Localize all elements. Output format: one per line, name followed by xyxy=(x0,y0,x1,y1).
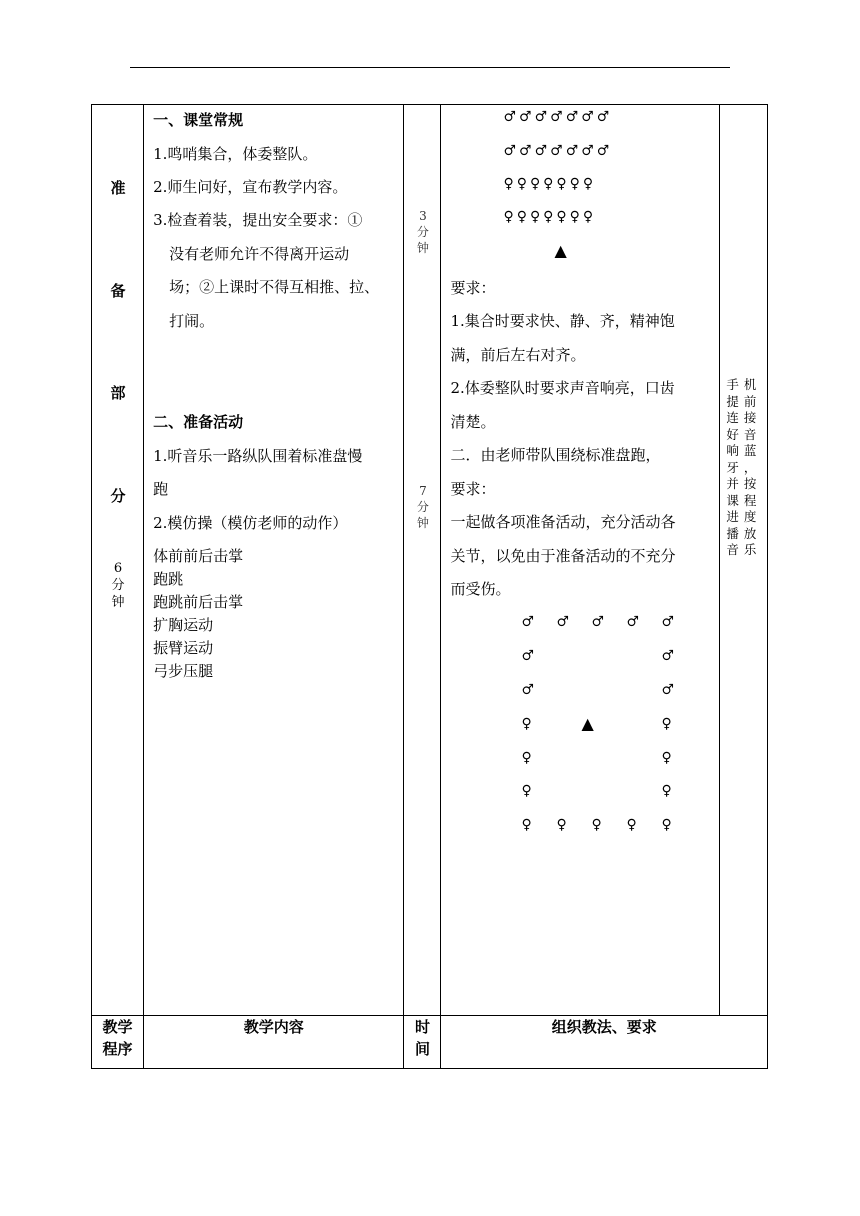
male-symbol: ♂ xyxy=(521,682,535,698)
requirement-line: 关节，以免由于准备活动的不充分 xyxy=(450,547,676,565)
header-rule xyxy=(130,67,730,68)
female-symbol: ♀ xyxy=(521,817,532,833)
male-symbol: ♂ xyxy=(626,614,640,630)
section-char: 准 xyxy=(110,179,126,197)
time-block-2: 7 分 钟 xyxy=(416,484,429,530)
footer-organization: 组织教法、要求 xyxy=(441,1016,768,1069)
male-symbol: ♂ xyxy=(661,682,675,698)
heading-routine: 一、课堂常规 xyxy=(153,111,244,129)
male-symbol: ♂ xyxy=(661,614,675,630)
requirement-title: 要求： xyxy=(450,279,496,297)
lesson-plan-table xyxy=(91,104,768,1069)
time-block-1: 3 分 钟 xyxy=(416,209,429,255)
male-symbol: ♂ xyxy=(661,648,675,664)
female-symbol: ♀ xyxy=(556,817,567,833)
female-symbol: ♀ xyxy=(521,716,532,732)
preparation-row xyxy=(92,105,768,1016)
exercise-item: 扩胸运动 xyxy=(153,616,214,634)
footer-time: 时 间 xyxy=(404,1016,441,1069)
exercise-item: 跑跳前后击掌 xyxy=(153,593,244,611)
female-row: ♀♀♀♀♀♀♀ xyxy=(503,176,597,192)
male-symbol: ♂ xyxy=(591,614,605,630)
content-line: 1.听音乐一路纵队围着标准盘慢 xyxy=(153,447,363,465)
footer-row xyxy=(92,1016,768,1069)
male-row: ♂♂♂♂♂♂♂ xyxy=(503,143,613,159)
content-line: 跑 xyxy=(153,480,169,498)
male-row: ♂♂♂♂♂♂♂ xyxy=(503,109,613,125)
female-symbol: ♀ xyxy=(521,783,532,799)
exercise-item: 体前前后击掌 xyxy=(153,547,244,565)
male-symbol: ♂ xyxy=(521,648,535,664)
requirement-line: 要求： xyxy=(450,480,496,498)
note-cell xyxy=(719,105,767,1016)
content-line: 场；②上课时不得互相推、拉、 xyxy=(169,278,380,296)
exercise-item: 弓步压腿 xyxy=(153,662,214,680)
female-symbol: ♀ xyxy=(591,817,602,833)
female-symbol: ♀ xyxy=(521,750,532,766)
section-duration: 6 分 钟 xyxy=(111,561,125,610)
requirement-line: 而受伤。 xyxy=(450,580,511,598)
requirement-line: 1.集合时要求快、静、齐，精神饱 xyxy=(450,312,675,330)
requirement-line: 一起做各项准备活动，充分活动各 xyxy=(450,513,676,531)
heading-warmup: 二、准备活动 xyxy=(153,413,244,431)
section-char: 部 xyxy=(110,384,126,402)
time-cell xyxy=(404,105,441,1016)
content-line: 1.鸣哨集合，体委整队。 xyxy=(153,145,318,163)
content-line: 2.师生问好，宣布教学内容。 xyxy=(153,178,348,196)
requirement-line: 清楚。 xyxy=(450,413,496,431)
exercise-item: 跑跳 xyxy=(153,570,184,588)
male-symbol: ♂ xyxy=(556,614,570,630)
content-line: 没有老师允许不得离开运动 xyxy=(169,245,350,263)
content-line: 3.检查着装，提出安全要求：① xyxy=(153,211,363,229)
male-symbol: ♂ xyxy=(521,614,535,630)
note-text: 手机提前连接好音响蓝牙，并按课程进度播放音乐 xyxy=(726,377,762,557)
footer-content: 教学内容 xyxy=(144,1016,404,1069)
female-symbol: ♀ xyxy=(661,716,672,732)
female-row: ♀♀♀♀♀♀♀ xyxy=(503,209,597,225)
exercise-item: 振臂运动 xyxy=(153,639,214,657)
requirement-line: 二．由老师带队围绕标准盘跑， xyxy=(450,446,661,464)
section-cell xyxy=(92,105,144,1016)
female-symbol: ♀ xyxy=(661,783,672,799)
female-symbol: ♀ xyxy=(626,817,637,833)
teacher-marker: ▲ xyxy=(581,714,594,733)
section-char: 分 xyxy=(110,487,126,505)
female-symbol: ♀ xyxy=(661,817,672,833)
content-cell xyxy=(144,105,404,1016)
requirement-line: 2.体委整队时要求声音响亮，口齿 xyxy=(450,379,675,397)
teacher-marker: ▲ xyxy=(554,241,567,260)
content-line: 2.模仿操（模仿老师的动作） xyxy=(153,514,348,532)
requirement-line: 满，前后左右对齐。 xyxy=(450,346,586,364)
footer-procedure: 教学 程序 xyxy=(92,1016,144,1069)
female-symbol: ♀ xyxy=(661,750,672,766)
organization-cell xyxy=(441,105,719,1016)
section-char: 备 xyxy=(110,282,126,300)
content-line: 打闹。 xyxy=(169,312,215,330)
